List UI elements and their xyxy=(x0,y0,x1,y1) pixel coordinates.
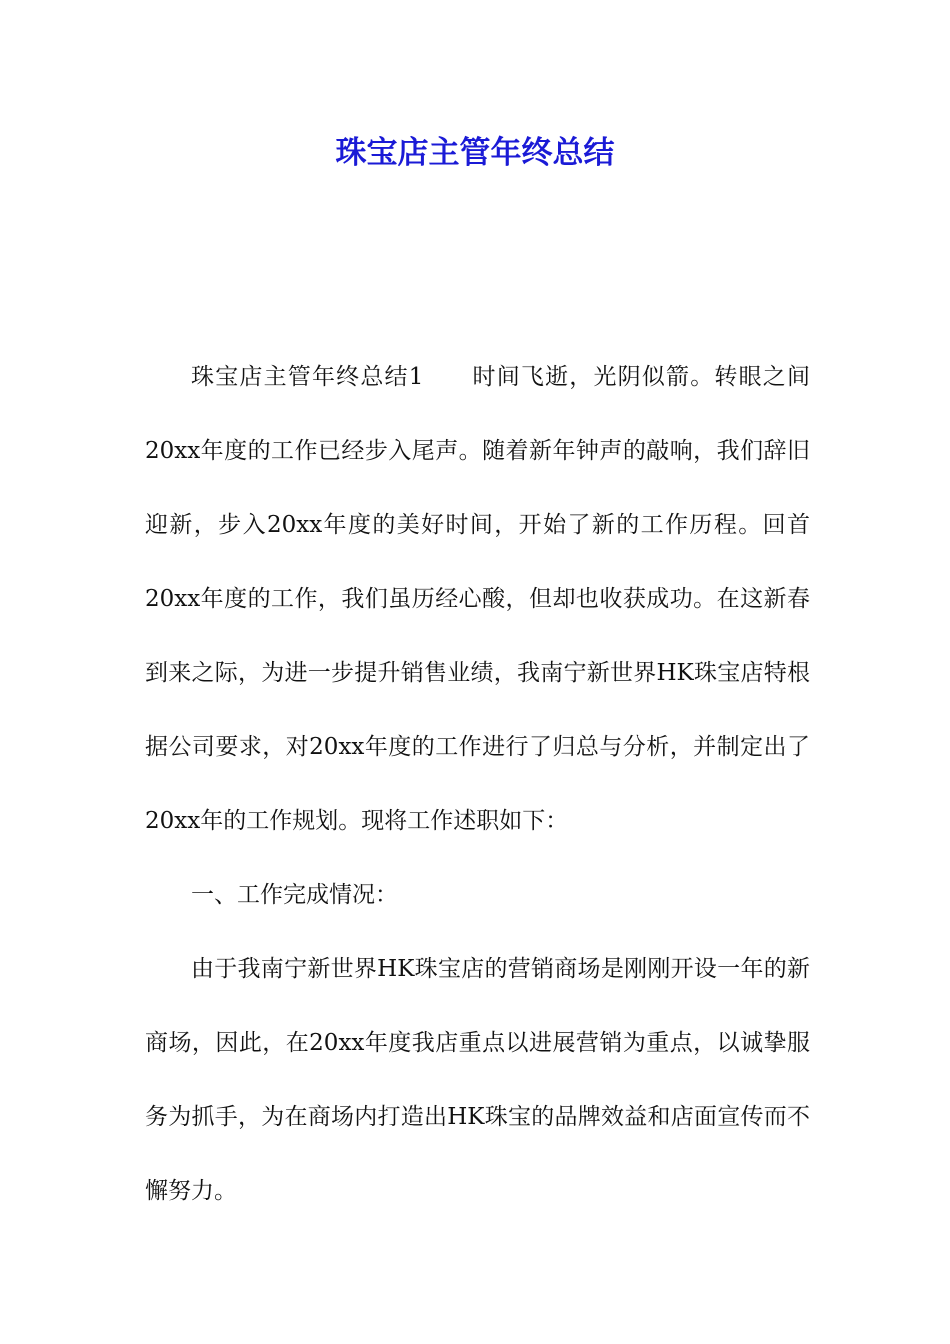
paragraph-intro xyxy=(145,340,810,858)
paragraph-section-heading: 一、工作完成情况： xyxy=(191,882,398,908)
document-title: 珠宝店主管年终总结 xyxy=(335,135,615,171)
section-heading: 珠宝店主管年终总结1 xyxy=(191,364,424,390)
paragraph-text: 时间飞逝，光阴似箭。转眼之间20xx年度的工作已经步入尾声。随着新年钟声的敲响，我们辞旧迎新，步入20xx年度的美好时间，开始了新的工作历程。回首20xx年度的工作，我们虽历经心酸，但却也收获成功。在这新春到来之际，为进一步提升销售业绩，我南宁新世界HK珠宝店特根据公司要求，对20xx年度的工作进行了归总与分析，并制定出了20xx年的工作规划。现将工作述职如下： xyxy=(145,364,810,834)
paragraph-section-body: 由于我南宁新世界HK珠宝店的营销商场是刚刚开设一年的新商场，因此，在20xx年度我店重点以进展营销为重点，以诚挚服务为抓手，为在商场内打造出HK珠宝的品牌效益和店面宣传而不懈努力。 xyxy=(145,956,810,1204)
document-body xyxy=(145,340,810,1228)
